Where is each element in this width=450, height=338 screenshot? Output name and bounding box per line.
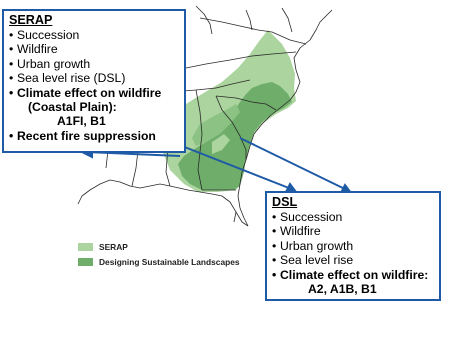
connector-line-2 [240, 138, 349, 191]
legend-row-dsl [78, 254, 240, 269]
dsl-list [272, 210, 435, 296]
dsl-item: • Urban growth [272, 239, 435, 253]
legend-swatch-serap [78, 243, 93, 251]
serap-item: • Wildfire [9, 42, 180, 56]
serap-title: SERAP [9, 13, 53, 27]
legend-swatch-dsl [78, 258, 93, 266]
dsl-item: • Succession [272, 210, 435, 224]
serap-item: • Succession [9, 28, 180, 42]
serap-climate-scenarios: A1FI, B1 [57, 114, 106, 129]
serap-item: • Sea level rise (DSL) [9, 71, 180, 85]
serap-climate-item [9, 86, 180, 129]
serap-climate-region: (Coastal Plain): [28, 100, 117, 115]
legend-label-serap: SERAP [99, 241, 128, 252]
dsl-climate-item [272, 268, 435, 297]
map-legend [78, 239, 240, 269]
dsl-climate-label: Climate effect on wildfire: [280, 267, 429, 282]
serap-list [9, 28, 180, 143]
dsl-callout [265, 191, 441, 301]
dsl-item: • Wildfire [272, 224, 435, 238]
dsl-title: DSL [272, 195, 298, 209]
serap-item: • Urban growth [9, 57, 180, 71]
serap-climate-label: Climate effect on wildfire [17, 85, 162, 100]
legend-label-dsl: Designing Sustainable Landscapes [99, 256, 240, 267]
legend-row-serap [78, 239, 240, 254]
dsl-climate-scenarios: A2, A1B, B1 [308, 282, 377, 297]
dsl-item: • Sea level rise [272, 253, 435, 267]
serap-fire-suppression-item: • Recent fire suppression [9, 129, 180, 143]
serap-callout [2, 9, 186, 153]
